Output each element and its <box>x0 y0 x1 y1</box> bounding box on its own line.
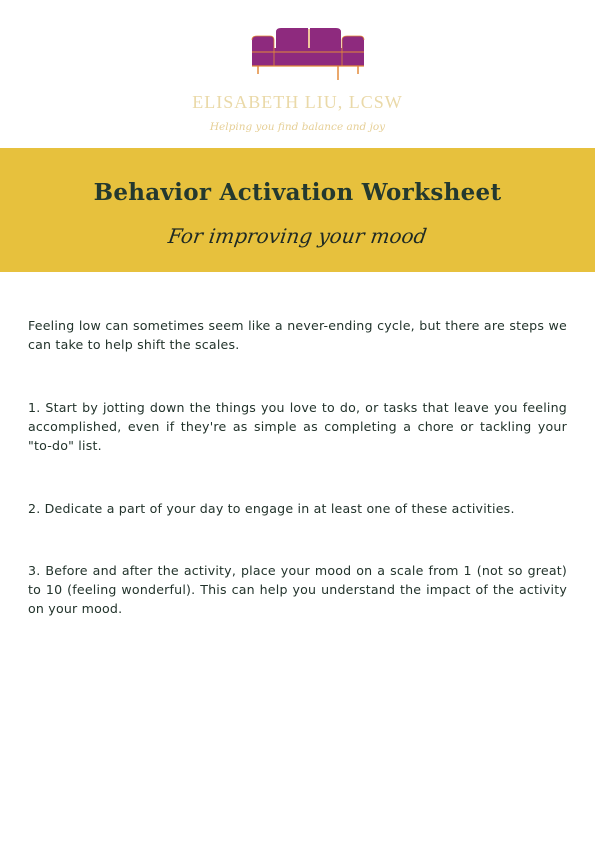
brand-name: ELISABETH LIU, LCSW <box>192 92 403 112</box>
page-subtitle: For improving your mood <box>166 224 429 248</box>
step-1-paragraph: 1. Start by jotting down the things you love to do, or tasks that leave you feeling accomplished, even if they're as simple as completing a chore or tackling your "to-do" list. <box>28 400 567 453</box>
sofa-icon <box>248 22 368 84</box>
brand-tagline: Helping you find balance and joy <box>209 121 386 133</box>
page-header <box>0 0 595 148</box>
intro-paragraph: Feeling low can sometimes seem like a never-ending cycle, but there are steps we can take to help shift the scales. <box>28 318 567 352</box>
step-2-paragraph: 2. Dedicate a part of your day to engage in at least one of these activities. <box>28 501 515 516</box>
page-title: Behavior Activation Worksheet <box>93 179 502 206</box>
step-3-paragraph: 3. Before and after the activity, place your mood on a scale from 1 (not so great) to 10 (feeling wonderful). This can help you understand the impact of the activity on your mood. <box>28 563 567 616</box>
title-banner <box>0 148 595 272</box>
